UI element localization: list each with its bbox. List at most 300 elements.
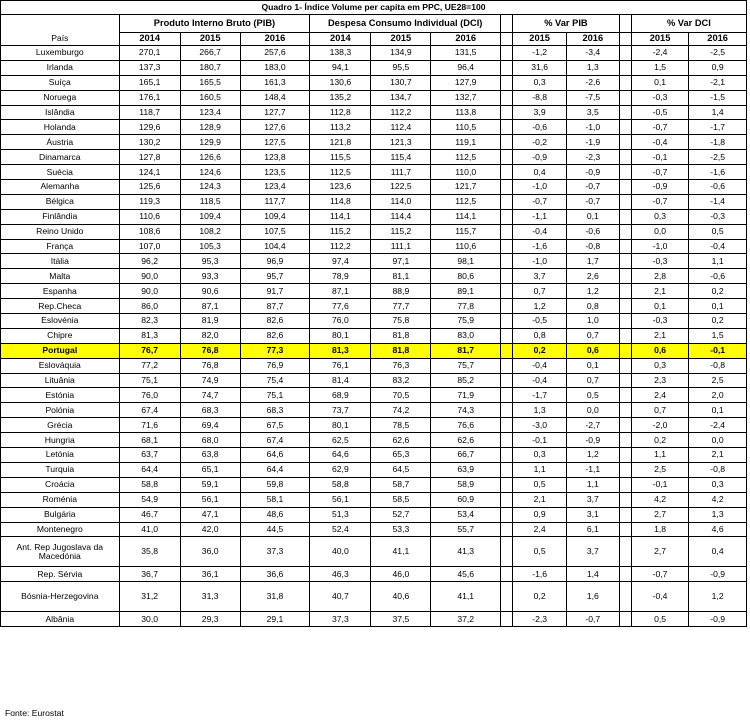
dci-cell: 76,0: [310, 314, 371, 329]
gap-cell: [501, 15, 513, 33]
var-dci-cell: -0,7: [631, 567, 688, 582]
pib-cell: 86,0: [119, 299, 180, 314]
dci-cell: 64,6: [310, 448, 371, 463]
dci-cell: 66,7: [431, 448, 501, 463]
gap-cell: [619, 448, 631, 463]
gap-cell: [501, 180, 513, 195]
var-dci-cell: 0,3: [631, 358, 688, 373]
table-row: [1, 403, 747, 418]
dci-cell: 77,6: [310, 299, 371, 314]
pib-cell: 44,5: [240, 522, 310, 537]
dci-cell: 123,6: [310, 180, 371, 195]
pib-cell: 123,5: [240, 165, 310, 180]
gap-cell: [501, 373, 513, 388]
var-pib-cell: 0,1: [567, 358, 620, 373]
var-dci-cell: 4,2: [631, 492, 688, 507]
gap-cell: [501, 46, 513, 61]
var-dci-cell: 0,3: [689, 477, 747, 492]
gap-cell: [501, 433, 513, 448]
dci-cell: 58,7: [371, 477, 431, 492]
dci-cell: 78,9: [310, 269, 371, 284]
pib-cell: 90,0: [119, 284, 180, 299]
country-cell: Bósnia-Herzegovina: [1, 582, 120, 612]
gap-cell: [619, 612, 631, 627]
country-cell: Suíça: [1, 75, 120, 90]
dci-cell: 77,8: [431, 299, 501, 314]
pib-cell: 82,0: [180, 328, 240, 343]
dci-cell: 115,7: [431, 224, 501, 239]
var-pib-cell: 0,7: [567, 373, 620, 388]
year-header: 2014: [119, 33, 180, 46]
pib-cell: 81,3: [119, 328, 180, 343]
gap-cell: [501, 33, 513, 46]
table-row: [1, 567, 747, 582]
dci-cell: 112,5: [431, 150, 501, 165]
pib-cell: 76,0: [119, 388, 180, 403]
dci-cell: 110,6: [431, 239, 501, 254]
dci-cell: 80,1: [310, 328, 371, 343]
var-dci-cell: 1,8: [631, 522, 688, 537]
gap-cell: [501, 448, 513, 463]
dci-cell: 110,5: [431, 120, 501, 135]
pib-cell: 63,8: [180, 448, 240, 463]
pib-cell: 30,0: [119, 612, 180, 627]
dci-cell: 75,9: [431, 314, 501, 329]
gap-cell: [619, 239, 631, 254]
var-pib-cell: 6,1: [567, 522, 620, 537]
dci-cell: 71,9: [431, 388, 501, 403]
pib-header: Produto Interno Bruto (PIB): [119, 15, 310, 33]
var-dci-cell: 2,5: [689, 373, 747, 388]
var-dci-cell: -0,9: [689, 567, 747, 582]
dci-header: Despesa Consumo Individual (DCI): [310, 15, 501, 33]
table-row: [1, 60, 747, 75]
country-cell: Croácia: [1, 477, 120, 492]
dci-cell: 81,8: [371, 328, 431, 343]
var-pib-cell: 1,1: [513, 462, 567, 477]
pib-cell: 127,6: [240, 120, 310, 135]
var-pib-cell: 31,6: [513, 60, 567, 75]
var-pib-cell: 1,3: [513, 403, 567, 418]
dci-cell: 65,3: [371, 448, 431, 463]
gap-cell: [501, 462, 513, 477]
gap-cell: [619, 373, 631, 388]
pib-cell: 107,5: [240, 224, 310, 239]
dci-cell: 114,1: [431, 209, 501, 224]
table-row: [1, 328, 747, 343]
gap-cell: [619, 477, 631, 492]
gap-cell: [501, 135, 513, 150]
pib-cell: 127,8: [119, 150, 180, 165]
dci-cell: 112,8: [310, 105, 371, 120]
pib-cell: 270,1: [119, 46, 180, 61]
var-pib-cell: 1,4: [567, 567, 620, 582]
dci-cell: 81,3: [310, 343, 371, 358]
var-dci-cell: 0,9: [689, 60, 747, 75]
gap-cell: [501, 314, 513, 329]
dci-cell: 37,3: [310, 612, 371, 627]
table-row: [1, 239, 747, 254]
var-pib-cell: -8,8: [513, 90, 567, 105]
var-pib-cell: -1,0: [567, 120, 620, 135]
dci-cell: 132,7: [431, 90, 501, 105]
gap-cell: [501, 90, 513, 105]
gap-cell: [619, 358, 631, 373]
var-pib-cell: 3,7: [567, 492, 620, 507]
dci-cell: 121,7: [431, 180, 501, 195]
country-cell: Turquia: [1, 462, 120, 477]
var-dci-cell: -0,7: [631, 194, 688, 209]
dci-cell: 81,1: [371, 269, 431, 284]
gap-cell: [619, 165, 631, 180]
var-dci-cell: 2,0: [689, 388, 747, 403]
var-pib-cell: 1,2: [513, 299, 567, 314]
gap-cell: [501, 254, 513, 269]
country-cell: Itália: [1, 254, 120, 269]
table-row: [1, 254, 747, 269]
pib-cell: 176,1: [119, 90, 180, 105]
table-row: [1, 165, 747, 180]
dci-cell: 40,0: [310, 537, 371, 567]
pib-cell: 36,1: [180, 567, 240, 582]
pib-cell: 183,0: [240, 60, 310, 75]
var-dci-cell: -0,6: [689, 180, 747, 195]
pib-cell: 128,9: [180, 120, 240, 135]
dci-cell: 41,3: [431, 537, 501, 567]
dci-cell: 122,5: [371, 180, 431, 195]
country-cell: Grécia: [1, 418, 120, 433]
pib-cell: 130,2: [119, 135, 180, 150]
dci-cell: 52,7: [371, 507, 431, 522]
country-cell: Dinamarca: [1, 150, 120, 165]
gap-cell: [619, 388, 631, 403]
country-header-spacer: [1, 15, 120, 33]
dci-cell: 55,7: [431, 522, 501, 537]
pib-cell: 29,3: [180, 612, 240, 627]
dci-cell: 115,2: [371, 224, 431, 239]
table-row: [1, 373, 747, 388]
gap-cell: [501, 507, 513, 522]
pib-cell: 160,5: [180, 90, 240, 105]
gap-cell: [619, 15, 631, 33]
gap-cell: [619, 120, 631, 135]
dci-cell: 121,8: [310, 135, 371, 150]
var-pib-cell: -0,5: [513, 314, 567, 329]
var-pib-cell: -0,4: [513, 358, 567, 373]
pib-cell: 110,6: [119, 209, 180, 224]
table-row: [1, 477, 747, 492]
year-header: 2015: [631, 33, 688, 46]
table-row: [1, 582, 747, 612]
year-header: 2015: [180, 33, 240, 46]
pib-cell: 96,2: [119, 254, 180, 269]
var-dci-cell: -2,5: [689, 150, 747, 165]
var-dci-cell: 0,7: [631, 403, 688, 418]
var-pib-cell: 0,3: [513, 75, 567, 90]
pib-cell: 124,3: [180, 180, 240, 195]
gap-cell: [501, 299, 513, 314]
var-pib-cell: -0,9: [567, 165, 620, 180]
country-cell: Montenegro: [1, 522, 120, 537]
gap-cell: [619, 522, 631, 537]
pib-cell: 165,1: [119, 75, 180, 90]
gap-cell: [619, 105, 631, 120]
pib-cell: 29,1: [240, 612, 310, 627]
var-dci-cell: 2,4: [631, 388, 688, 403]
pib-cell: 71,6: [119, 418, 180, 433]
pib-cell: 48,6: [240, 507, 310, 522]
var-dci-cell: -0,3: [689, 209, 747, 224]
dci-cell: 81,7: [431, 343, 501, 358]
dci-cell: 115,5: [310, 150, 371, 165]
var-pib-cell: -3,4: [567, 46, 620, 61]
pib-cell: 257,6: [240, 46, 310, 61]
gap-cell: [501, 120, 513, 135]
pib-cell: 81,9: [180, 314, 240, 329]
country-cell: Bélgica: [1, 194, 120, 209]
dci-cell: 60,9: [431, 492, 501, 507]
gap-cell: [619, 180, 631, 195]
table-row: [1, 46, 747, 61]
pib-cell: 31,3: [180, 582, 240, 612]
dci-cell: 75,7: [431, 358, 501, 373]
var-pib-cell: -1,6: [513, 567, 567, 582]
pib-cell: 82,6: [240, 314, 310, 329]
var-pib-header: % Var PIB: [513, 15, 619, 33]
gap-cell: [619, 343, 631, 358]
gap-cell: [619, 492, 631, 507]
var-pib-cell: -1,1: [513, 209, 567, 224]
pib-cell: 105,3: [180, 239, 240, 254]
dci-cell: 37,2: [431, 612, 501, 627]
var-pib-cell: 0,6: [567, 343, 620, 358]
dci-cell: 114,4: [371, 209, 431, 224]
gap-cell: [501, 403, 513, 418]
country-cell: Eslováquia: [1, 358, 120, 373]
dci-cell: 94,1: [310, 60, 371, 75]
var-dci-cell: 0,2: [689, 314, 747, 329]
gap-cell: [501, 343, 513, 358]
source-note: Fonte: Eurostat: [5, 708, 64, 718]
table-row: [1, 433, 747, 448]
table-row: [1, 105, 747, 120]
dci-cell: 134,9: [371, 46, 431, 61]
dci-cell: 53,3: [371, 522, 431, 537]
pib-cell: 109,4: [180, 209, 240, 224]
dci-cell: 68,9: [310, 388, 371, 403]
var-dci-cell: 1,5: [689, 328, 747, 343]
dci-cell: 127,9: [431, 75, 501, 90]
pib-cell: 93,3: [180, 269, 240, 284]
var-dci-cell: -2,1: [689, 75, 747, 90]
country-cell: Reino Unido: [1, 224, 120, 239]
country-cell: França: [1, 239, 120, 254]
var-pib-cell: -1,0: [513, 254, 567, 269]
var-dci-cell: 4,6: [689, 522, 747, 537]
gap-cell: [501, 284, 513, 299]
pib-cell: 90,6: [180, 284, 240, 299]
var-pib-cell: -1,7: [513, 388, 567, 403]
pib-cell: 75,1: [240, 388, 310, 403]
pib-cell: 127,7: [240, 105, 310, 120]
pib-cell: 37,3: [240, 537, 310, 567]
var-pib-cell: -2,3: [513, 612, 567, 627]
var-pib-cell: -0,9: [513, 150, 567, 165]
gap-cell: [619, 46, 631, 61]
table-row: [1, 75, 747, 90]
pib-cell: 76,7: [119, 343, 180, 358]
var-dci-cell: -2,0: [631, 418, 688, 433]
gap-cell: [619, 284, 631, 299]
country-cell: Chipre: [1, 328, 120, 343]
table-row: [1, 388, 747, 403]
dci-cell: 73,7: [310, 403, 371, 418]
table-row: [1, 120, 747, 135]
gap-cell: [501, 328, 513, 343]
pib-cell: 64,4: [240, 462, 310, 477]
gap-cell: [619, 33, 631, 46]
gap-cell: [619, 75, 631, 90]
gap-cell: [501, 567, 513, 582]
var-pib-cell: 0,8: [567, 299, 620, 314]
dci-cell: 40,7: [310, 582, 371, 612]
dci-cell: 63,9: [431, 462, 501, 477]
dci-cell: 119,1: [431, 135, 501, 150]
dci-cell: 114,0: [371, 194, 431, 209]
pib-cell: 266,7: [180, 46, 240, 61]
pib-cell: 104,4: [240, 239, 310, 254]
var-dci-cell: 1,4: [689, 105, 747, 120]
gap-cell: [501, 269, 513, 284]
pib-cell: 123,4: [180, 105, 240, 120]
dci-cell: 74,3: [431, 403, 501, 418]
pib-cell: 31,2: [119, 582, 180, 612]
pib-cell: 137,3: [119, 60, 180, 75]
dci-cell: 112,2: [371, 105, 431, 120]
var-pib-cell: 0,9: [513, 507, 567, 522]
pib-cell: 82,3: [119, 314, 180, 329]
country-cell: Bulgária: [1, 507, 120, 522]
pib-cell: 76,8: [180, 358, 240, 373]
pib-cell: 58,1: [240, 492, 310, 507]
var-pib-cell: -0,8: [567, 239, 620, 254]
gap-cell: [501, 224, 513, 239]
country-cell: Espanha: [1, 284, 120, 299]
gap-cell: [619, 433, 631, 448]
var-dci-cell: -0,1: [689, 343, 747, 358]
dci-cell: 87,1: [310, 284, 371, 299]
var-dci-cell: 0,1: [689, 299, 747, 314]
dci-cell: 80,1: [310, 418, 371, 433]
var-pib-cell: -1,2: [513, 46, 567, 61]
dci-cell: 62,6: [371, 433, 431, 448]
table-row: [1, 150, 747, 165]
dci-cell: 76,6: [431, 418, 501, 433]
var-pib-cell: -0,7: [567, 180, 620, 195]
dci-cell: 89,1: [431, 284, 501, 299]
dci-cell: 112,5: [310, 165, 371, 180]
var-pib-cell: -0,4: [513, 373, 567, 388]
var-pib-cell: 3,9: [513, 105, 567, 120]
pib-cell: 46,7: [119, 507, 180, 522]
dci-cell: 46,0: [371, 567, 431, 582]
dci-cell: 135,2: [310, 90, 371, 105]
pib-cell: 59,8: [240, 477, 310, 492]
dci-cell: 112,5: [431, 194, 501, 209]
pib-cell: 36,0: [180, 537, 240, 567]
gap-cell: [619, 299, 631, 314]
var-pib-cell: 0,1: [567, 209, 620, 224]
var-pib-cell: 0,2: [513, 343, 567, 358]
var-dci-cell: 0,1: [689, 403, 747, 418]
gap-cell: [619, 194, 631, 209]
pib-cell: 76,9: [240, 358, 310, 373]
dci-cell: 95,5: [371, 60, 431, 75]
pib-cell: 36,6: [240, 567, 310, 582]
table-row: [1, 418, 747, 433]
gap-cell: [501, 477, 513, 492]
pib-cell: 123,4: [240, 180, 310, 195]
var-dci-cell: -0,4: [631, 582, 688, 612]
pib-cell: 124,1: [119, 165, 180, 180]
var-pib-cell: 1,7: [567, 254, 620, 269]
country-cell: Alemanha: [1, 180, 120, 195]
dci-cell: 58,5: [371, 492, 431, 507]
country-cell: Polónia: [1, 403, 120, 418]
gap-cell: [619, 314, 631, 329]
var-pib-cell: 2,1: [513, 492, 567, 507]
var-pib-cell: 0,7: [567, 328, 620, 343]
country-cell: Finlândia: [1, 209, 120, 224]
var-dci-cell: -2,4: [689, 418, 747, 433]
gap-cell: [619, 224, 631, 239]
gap-cell: [619, 582, 631, 612]
var-pib-cell: -2,7: [567, 418, 620, 433]
country-cell: Luxemburgo: [1, 46, 120, 61]
var-pib-cell: -3,0: [513, 418, 567, 433]
year-header: 2016: [431, 33, 501, 46]
dci-cell: 115,2: [310, 224, 371, 239]
gap-cell: [619, 90, 631, 105]
var-pib-cell: -1,6: [513, 239, 567, 254]
var-dci-cell: -0,3: [631, 314, 688, 329]
pib-cell: 58,8: [119, 477, 180, 492]
dci-cell: 83,2: [371, 373, 431, 388]
dci-cell: 111,7: [371, 165, 431, 180]
var-pib-cell: -0,2: [513, 135, 567, 150]
pib-cell: 67,4: [119, 403, 180, 418]
var-dci-cell: -1,6: [689, 165, 747, 180]
dci-cell: 130,6: [310, 75, 371, 90]
pib-cell: 59,1: [180, 477, 240, 492]
dci-cell: 76,1: [310, 358, 371, 373]
dci-cell: 131,5: [431, 46, 501, 61]
var-dci-cell: 2,1: [689, 448, 747, 463]
pib-cell: 64,4: [119, 462, 180, 477]
dci-cell: 52,4: [310, 522, 371, 537]
country-cell: Malta: [1, 269, 120, 284]
var-dci-cell: 0,1: [631, 299, 688, 314]
var-dci-cell: 4,2: [689, 492, 747, 507]
country-cell: Hungria: [1, 433, 120, 448]
var-pib-cell: -1,9: [567, 135, 620, 150]
var-pib-cell: 1,3: [567, 60, 620, 75]
dci-cell: 62,5: [310, 433, 371, 448]
table-row: [1, 507, 747, 522]
pib-cell: 41,0: [119, 522, 180, 537]
pib-cell: 95,3: [180, 254, 240, 269]
dci-cell: 70,5: [371, 388, 431, 403]
